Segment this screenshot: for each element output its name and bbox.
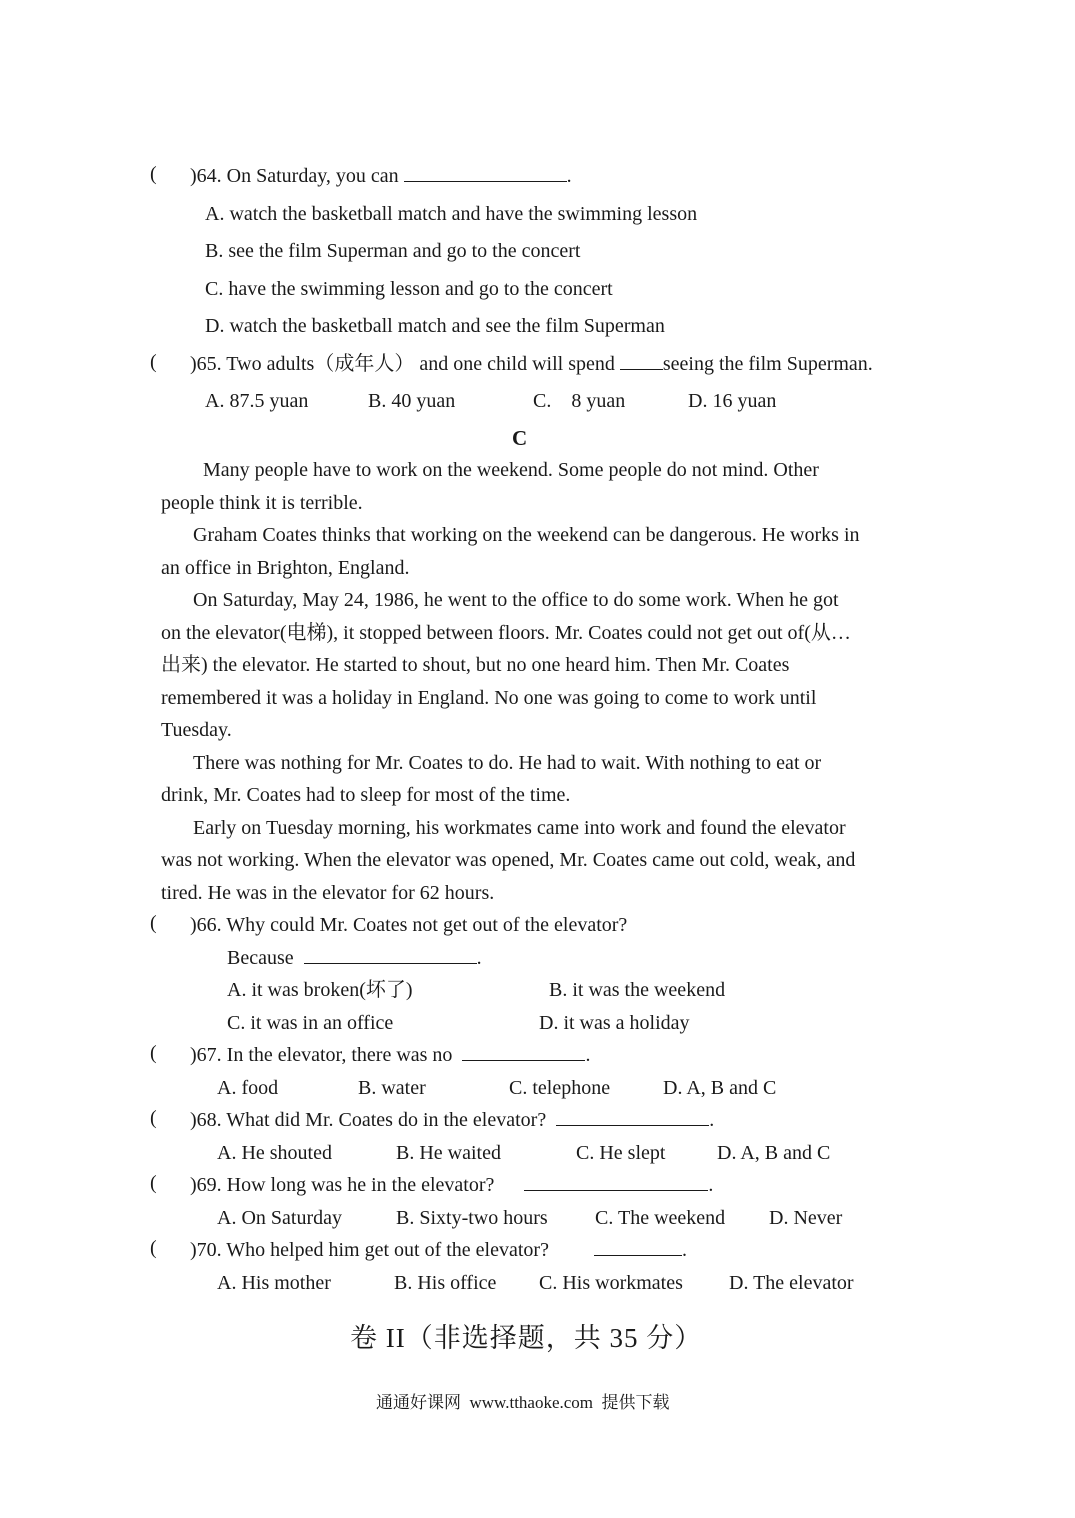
question-text: )69. How long was he in the elevator? (190, 1174, 495, 1196)
answer-paren: ( (150, 1107, 157, 1129)
answer-blank[interactable] (594, 1237, 682, 1256)
option-c: C. He slept (576, 1142, 666, 1164)
answer-blank[interactable] (404, 163, 567, 182)
question-text: )64. On Saturday, you can (190, 165, 399, 187)
passage-line: drink, Mr. Coates had to sleep for most of the time. (161, 784, 571, 806)
option-b: B. see the film Superman and go to the concert (205, 240, 581, 262)
option-b: B. He waited (396, 1142, 501, 1164)
passage-line: Many people have to work on the weekend. Some people do not mind. Other (203, 459, 819, 481)
option-d: D. A, B and C (717, 1142, 831, 1164)
option-b: B. Sixty-two hours (396, 1207, 548, 1229)
question-stem (190, 1172, 713, 1198)
question-tail: . (476, 947, 482, 969)
passage-line: tired. He was in the elevator for 62 hours. (161, 882, 495, 904)
answer-blank[interactable] (556, 1107, 709, 1126)
answer-paren: ( (150, 912, 157, 934)
answer-blank[interactable] (620, 351, 663, 370)
option-d: D. The elevator (729, 1272, 854, 1294)
option-b: B. 40 yuan (368, 390, 456, 412)
option-d: D. 16 yuan (688, 390, 777, 412)
question-stem (190, 351, 873, 377)
question-text: )70. Who helped him get out of the elevator? (190, 1239, 549, 1261)
option-c: C. 8 yuan (533, 390, 626, 412)
question-tail: . (585, 1044, 591, 1066)
question-stem (190, 1237, 687, 1263)
option-b: B. it was the weekend (549, 979, 726, 1001)
option-d: D. watch the basketball match and see the film Superman (205, 315, 665, 337)
because-label: Because (227, 947, 294, 969)
option-a: A. On Saturday (217, 1207, 342, 1229)
question-stem (190, 1107, 714, 1133)
option-c: C. telephone (509, 1077, 611, 1099)
option-c: C. The weekend (595, 1207, 726, 1229)
question-stem: )66. Why could Mr. Coates not get out of the elevator? (190, 914, 628, 936)
answer-blank[interactable] (462, 1042, 585, 1061)
question-text: )65. Two adults（成年人） and one child will spend (190, 353, 615, 375)
passage-line: Early on Tuesday morning, his workmates came into work and found the elevator (193, 817, 846, 839)
option-b: B. water (358, 1077, 426, 1099)
question-stem (190, 163, 572, 189)
option-d: D. A, B and C (663, 1077, 777, 1099)
question-stem (190, 1042, 590, 1068)
question-text-end: seeing the film Superman. (662, 353, 873, 375)
question-text: )68. What did Mr. Coates do in the elevator? (190, 1109, 547, 1131)
answer-paren: ( (150, 1042, 157, 1064)
option-a: A. watch the basketball match and have the swimming lesson (205, 203, 698, 225)
option-a: A. He shouted (217, 1142, 332, 1164)
footer-text: 通通好课网 www.tthaoke.com 提供下载 (376, 1393, 670, 1412)
passage-line: There was nothing for Mr. Coates to do. He had to wait. With nothing to eat or (193, 752, 822, 774)
option-a: A. food (217, 1077, 279, 1099)
passage-line: people think it is terrible. (161, 492, 363, 514)
option-c: C. His workmates (539, 1272, 683, 1294)
because-line (227, 945, 482, 971)
passage-line: Tuesday. (161, 719, 232, 741)
passage-line: Graham Coates thinks that working on the weekend can be dangerous. He works in (193, 524, 860, 546)
answer-paren: ( (150, 1172, 157, 1194)
answer-paren: ( (150, 351, 157, 373)
option-c: C. have the swimming lesson and go to the concert (205, 278, 613, 300)
option-a: A. it was broken(坏了) (227, 979, 413, 1001)
answer-paren: ( (150, 1237, 157, 1259)
question-tail: . (681, 1239, 687, 1261)
question-tail: . (709, 1109, 715, 1131)
passage-line: On Saturday, May 24, 1986, he went to the office to do some work. When he got (193, 589, 839, 611)
option-d: D. it was a holiday (539, 1012, 690, 1034)
answer-blank[interactable] (304, 945, 477, 964)
question-text: )67. In the elevator, there was no (190, 1044, 453, 1066)
passage-heading: C (512, 426, 528, 450)
passage-line: an office in Brighton, England. (161, 557, 410, 579)
passage-line: remembered it was a holiday in England. No one was going to come to work until (161, 687, 817, 709)
passage-line: 出来) the elevator. He started to shout, but no one heard him. Then Mr. Coates (161, 654, 790, 676)
option-c: C. it was in an office (227, 1012, 394, 1034)
option-d: D. Never (769, 1207, 843, 1229)
question-tail: . (566, 165, 572, 187)
passage-line: on the elevator(电梯), it stopped between floors. Mr. Coates could not get out of(从… (161, 622, 851, 644)
answer-paren: ( (150, 163, 157, 185)
section-title: 卷 II（非选择题，共 35 分） (350, 1323, 703, 1353)
answer-blank[interactable] (524, 1172, 708, 1191)
option-a: A. 87.5 yuan (205, 390, 309, 412)
option-a: A. His mother (217, 1272, 331, 1294)
passage-line: was not working. When the elevator was opened, Mr. Coates came out cold, weak, and (161, 849, 856, 871)
question-tail: . (708, 1174, 714, 1196)
option-b: B. His office (394, 1272, 497, 1294)
